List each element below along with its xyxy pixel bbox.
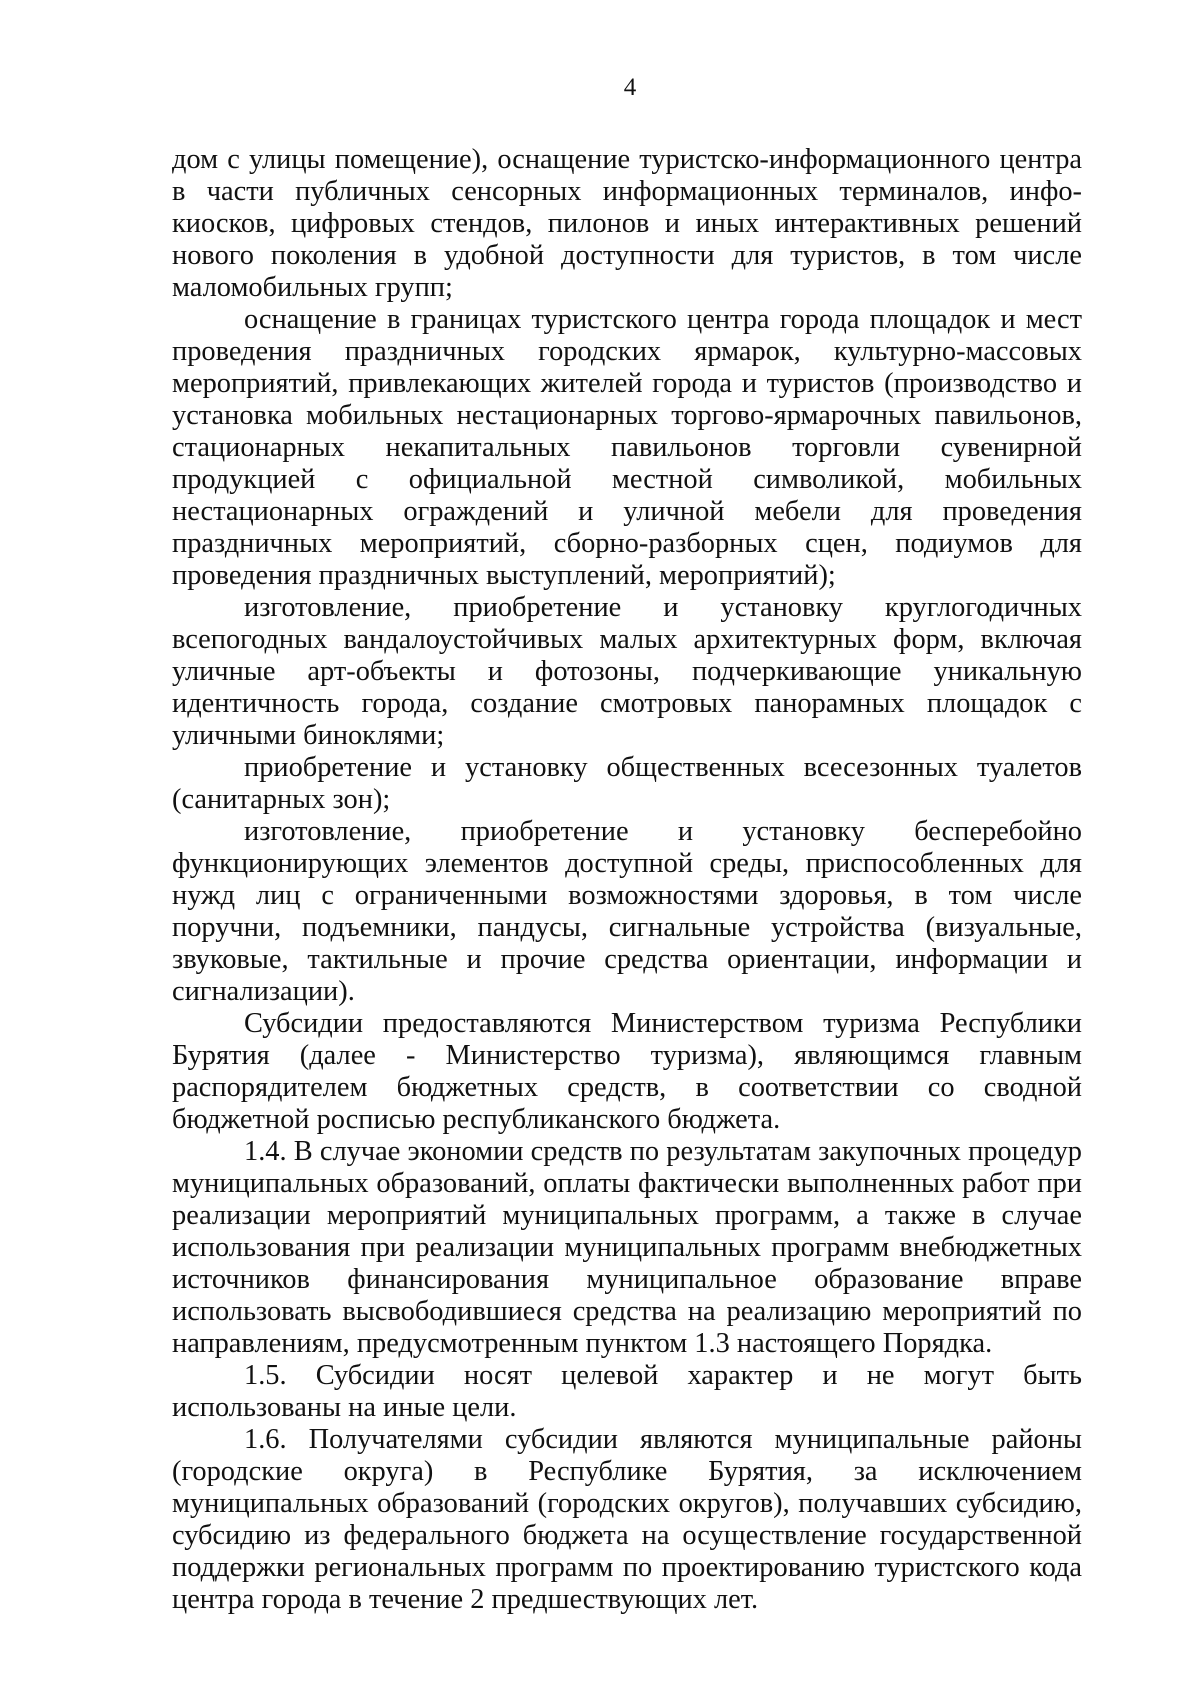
page-number: 4 xyxy=(623,74,637,101)
paragraph-architectural-forms: изготовление, приобретение и установку круглогодичных всепогодных вандалоустойчивых малых архитектурных форм, включая уличные арт-объекты и фотозоны, подчеркивающие уникальную идентичность города, создание смотровых панорамных площадок с уличными биноклями; xyxy=(172,592,1082,751)
paragraph-toilets: приобретение и установку общественных всесезонных туалетов (санитарных зон); xyxy=(172,752,1082,815)
paragraph-fair-equipment: оснащение в границах туристского центра города площадок и мест проведения праздничных городских ярмарок, культурно-массовых мероприятий, привлекающих жителей города и туристов (производство и установка мобильных нестационарных торгово-ярмарочных павильонов, стационарных некапитальных павильонов торговли сувенирной продукцией с официальной местной символикой, мобильных нестационарных ограждений и уличной мебели для проведения праздничных мероприятий, сборно-разборных сцен, подиумов для проведения праздничных выступлений, мероприятий); xyxy=(172,304,1082,591)
paragraph-continuation: дом с улицы помещение), оснащение туристско-информационного центра в части публичных сенсорных информационных терминалов, инфо-киосков, цифровых стендов, пилонов и иных интерактивных решений нового поколения в удобной доступности для туристов, в том числе маломобильных групп; xyxy=(172,144,1082,303)
paragraph-subsidy-provider: Субсидии предоставляются Министерством туризма Республики Бурятия (далее - Министерство туризма), являющимся главным распорядителем бюджетных средств, в соответствии со сводной бюджетной росписью республиканского бюджета. xyxy=(172,1008,1082,1135)
paragraph-clause-1-5: 1.5. Субсидии носят целевой характер и не могут быть использованы на иные цели. xyxy=(172,1360,1082,1423)
document-body xyxy=(172,144,1082,1616)
paragraph-clause-1-4: 1.4. В случае экономии средств по результатам закупочных процедур муниципальных образований, оплаты фактически выполненных работ при реализации мероприятий муниципальных программ, а также в случае использования при реализации муниципальных программ внебюджетных источников финансирования муниципальное образование вправе использовать высвободившиеся средства на реализацию мероприятий по направлениям, предусмотренным пунктом 1.3 настоящего Порядка. xyxy=(172,1136,1082,1359)
paragraph-clause-1-6: 1.6. Получателями субсидии являются муниципальные районы (городские округа) в Республике Бурятия, за исключением муниципальных образований (городских округов), получавших субсидию, субсидию из федерального бюджета на осуществление государственной поддержки региональных программ по проектированию туристского кода центра города в течение 2 предшествующих лет. xyxy=(172,1424,1082,1615)
paragraph-accessible-environment: изготовление, приобретение и установку бесперебойно функционирующих элементов доступной среды, приспособленных для нужд лиц с ограниченными возможностями здоровья, в том числе поручни, подъемники, пандусы, сигнальные устройства (визуальные, звуковые, тактильные и прочие средства ориентации, информации и сигнализации). xyxy=(172,816,1082,1007)
